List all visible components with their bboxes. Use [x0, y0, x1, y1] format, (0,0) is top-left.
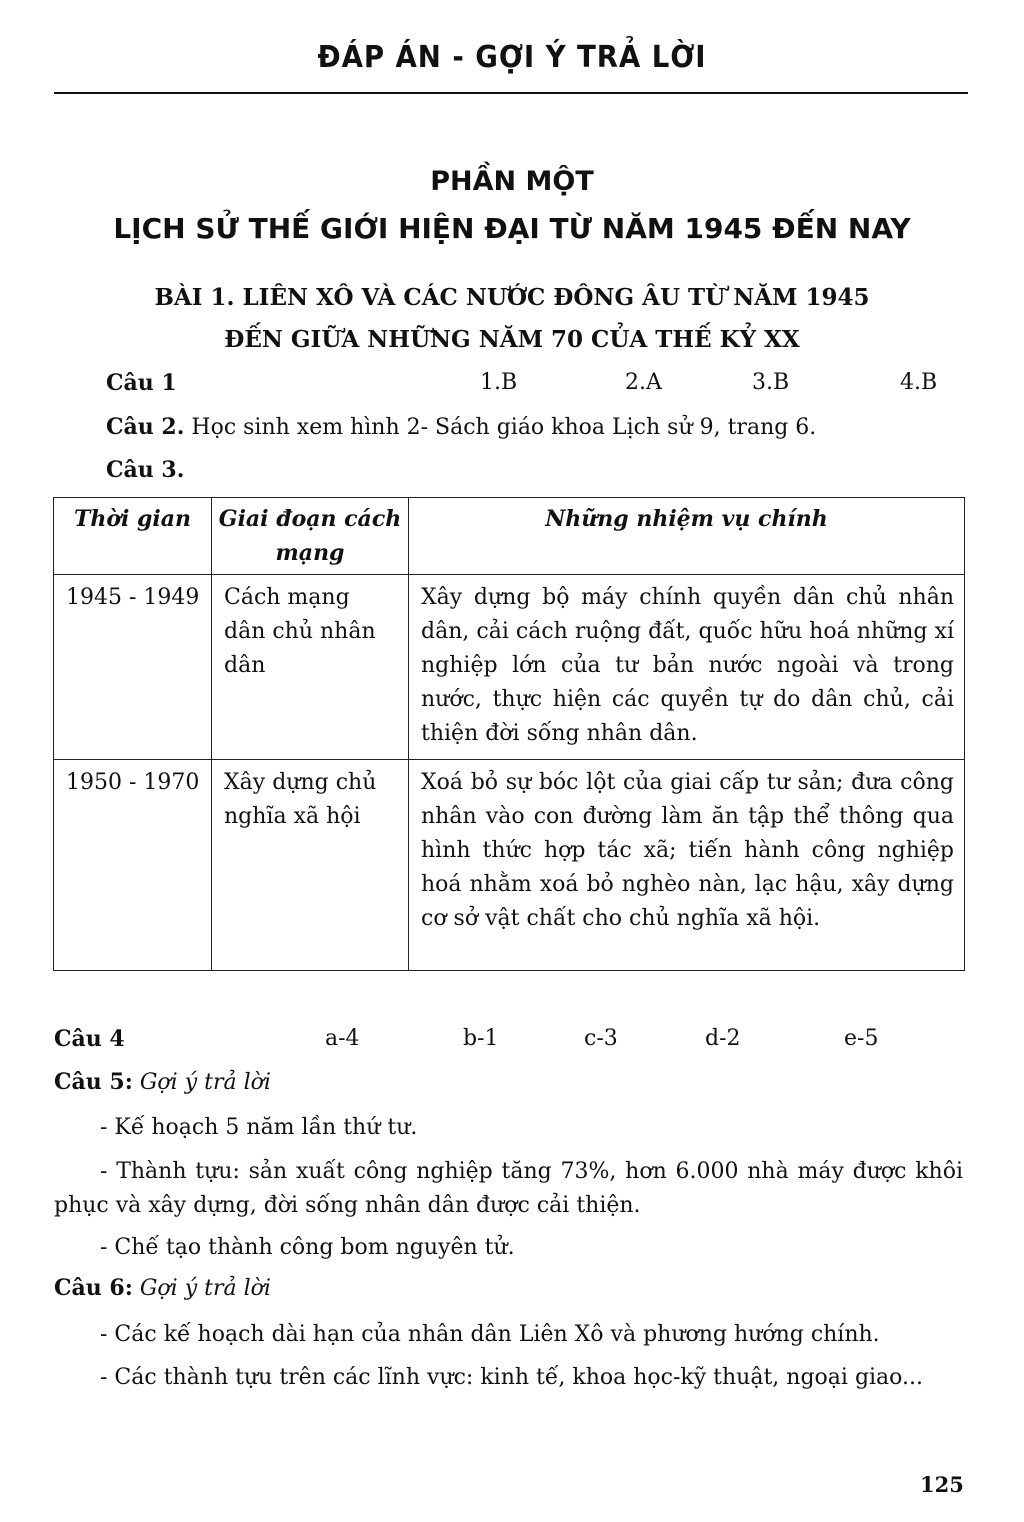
q1-label: Câu 1 [106, 370, 177, 396]
q1-answer: 3.B [752, 370, 790, 395]
cell-stage: Cách mạng dân chủ nhân dân [212, 575, 409, 760]
q5-point: - Thành tựu: sản xuất công nghiệp tăng 73%, hơn 6.000 nhà máy được khôi phục và xây dựng, đời sống nhân dân được cải thiện. [54, 1159, 963, 1218]
q6-label: Câu 6: [54, 1275, 133, 1301]
q5-hint: Gợi ý trả lời [132, 1070, 271, 1095]
q5-label: Câu 5: [54, 1069, 133, 1095]
page-number: 125 [920, 1472, 964, 1497]
q3-label: Câu 3. [106, 457, 185, 483]
q4-answer: b-1 [463, 1026, 499, 1051]
q4-answer: d-2 [705, 1026, 741, 1051]
q5-point: - Chế tạo thành công bom nguyên tử. [100, 1235, 515, 1260]
q5-heading [54, 1069, 271, 1095]
col-header-stage: Giai đoạn cách mạng [212, 498, 409, 575]
q4-answer: c-3 [584, 1026, 618, 1051]
q2-text: Học sinh xem hình 2- Sách giáo khoa Lịch sử 9, trang 6. [184, 415, 817, 440]
table-header-row [54, 498, 965, 575]
part-title: LỊCH SỬ THẾ GIỚI HIỆN ĐẠI TỪ NĂM 1945 ĐẾN NAY [113, 212, 911, 245]
header-rule [54, 92, 968, 94]
q5-point: - Kế hoạch 5 năm lần thứ tư. [100, 1115, 418, 1140]
cell-tasks: Xây dựng bộ máy chính quyền dân chủ nhân dân, cải cách ruộng đất, quốc hữu hoá những xí nghiệp lớn của tư bản nước ngoài và trong nước, thực hiện các quyền tự do dân chủ, cải thiện đời sống nhân dân. [409, 575, 965, 760]
col-header-period: Thời gian [54, 498, 212, 575]
q4-answer: e-5 [844, 1026, 879, 1051]
q6-point: - Các kế hoạch dài hạn của nhân dân Liên Xô và phương hướng chính. [100, 1322, 880, 1347]
tasks-table [53, 497, 965, 971]
q4-answer: a-4 [325, 1026, 360, 1051]
q1-answer: 1.B [480, 370, 518, 395]
cell-period: 1945 - 1949 [54, 575, 212, 760]
table-row [54, 760, 965, 971]
running-head: ĐÁP ÁN - GỢI Ý TRẢ LỜI [317, 40, 707, 75]
q2-label: Câu 2. [106, 414, 185, 440]
lesson-title-line1: BÀI 1. LIÊN XÔ VÀ CÁC NƯỚC ĐÔNG ÂU TỪ NĂM 1945 [154, 284, 870, 311]
table-row [54, 575, 965, 760]
q6-heading [54, 1275, 271, 1301]
q6-hint: Gợi ý trả lời [132, 1276, 271, 1301]
cell-tasks: Xoá bỏ sự bóc lột của giai cấp tư sản; đưa công nhân vào con đường làm ăn tập thể thông qua hình thức hợp tác xã; tiến hành công nghiệp hoá nhằm xoá bỏ nghèo nàn, lạc hậu, xây dựng cơ sở vật chất cho chủ nghĩa xã hội. [409, 760, 965, 971]
col-header-tasks: Những nhiệm vụ chính [409, 498, 965, 575]
part-label: PHẦN MỘT [430, 166, 594, 197]
lesson-title-line2: ĐẾN GIỮA NHỮNG NĂM 70 CỦA THẾ KỶ XX [224, 326, 800, 353]
q2-line [106, 414, 816, 440]
q6-point: - Các thành tựu trên các lĩnh vực: kinh tế, khoa học-kỹ thuật, ngoại giao... [100, 1365, 924, 1390]
q1-answer: 2.A [625, 370, 662, 395]
q1-answer: 4.B [900, 370, 938, 395]
cell-period: 1950 - 1970 [54, 760, 212, 971]
cell-stage: Xây dựng chủ nghĩa xã hội [212, 760, 409, 971]
q4-label: Câu 4 [54, 1026, 125, 1052]
